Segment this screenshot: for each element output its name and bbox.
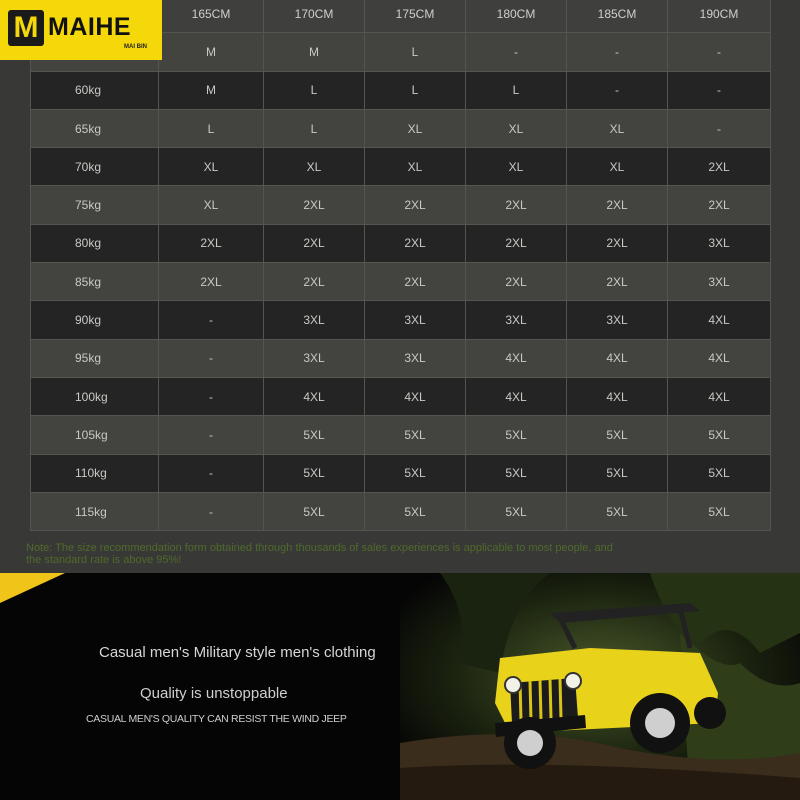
weight-label: 60kg — [31, 71, 159, 109]
size-cell: 2XL — [365, 263, 466, 301]
size-cell: 5XL — [365, 416, 466, 454]
size-cell: 4XL — [567, 377, 668, 415]
size-chart-row — [31, 377, 771, 415]
size-cell: M — [159, 33, 264, 71]
size-cell: XL — [466, 109, 567, 147]
size-cell: 3XL — [365, 339, 466, 377]
size-chart-row — [31, 186, 771, 224]
size-cell: - — [159, 301, 264, 339]
size-cell: 3XL — [668, 263, 771, 301]
weight-label: 105kg — [31, 416, 159, 454]
size-cell: 2XL — [668, 148, 771, 186]
size-chart-row — [31, 454, 771, 492]
size-cell: - — [567, 71, 668, 109]
size-cell: L — [466, 71, 567, 109]
brand-sub: MAI BIN — [124, 44, 147, 50]
height-header: 190CM — [668, 0, 771, 33]
height-header: 185CM — [567, 0, 668, 33]
size-cell: M — [159, 71, 264, 109]
size-cell: - — [668, 33, 771, 71]
size-cell: - — [668, 109, 771, 147]
size-cell: XL — [365, 148, 466, 186]
height-header: 170CM — [264, 0, 365, 33]
size-cell: 3XL — [365, 301, 466, 339]
weight-label: 75kg — [31, 186, 159, 224]
size-note: Note: The size recommendation form obtained through thousands of sales experiences is applicable to most people, and the standard rate is above 95%! — [26, 542, 613, 566]
size-cell: - — [159, 492, 264, 530]
weight-label: 100kg — [31, 377, 159, 415]
weight-label: 85kg — [31, 263, 159, 301]
size-cell: 4XL — [668, 339, 771, 377]
yellow-accent-stripe — [0, 573, 65, 603]
size-cell: - — [159, 339, 264, 377]
weight-label: 115kg — [31, 492, 159, 530]
weight-label: 90kg — [31, 301, 159, 339]
size-cell: XL — [567, 148, 668, 186]
size-cell: 4XL — [567, 339, 668, 377]
size-cell: 3XL — [466, 301, 567, 339]
size-cell: 2XL — [567, 263, 668, 301]
weight-label: 80kg — [31, 224, 159, 262]
size-cell: - — [159, 416, 264, 454]
size-cell: 2XL — [264, 263, 365, 301]
promo-banner — [0, 573, 800, 800]
jeep-headlight-left — [505, 677, 521, 693]
size-cell: XL — [159, 148, 264, 186]
height-header: 180CM — [466, 0, 567, 33]
size-cell: XL — [365, 109, 466, 147]
size-cell: 2XL — [466, 263, 567, 301]
size-cell: 3XL — [668, 224, 771, 262]
size-cell: 5XL — [365, 492, 466, 530]
size-cell: XL — [466, 148, 567, 186]
size-cell: 5XL — [264, 454, 365, 492]
size-cell: 3XL — [264, 339, 365, 377]
brand-mark: M — [8, 10, 44, 46]
size-cell: - — [466, 33, 567, 71]
size-cell: XL — [567, 109, 668, 147]
jeep-photo — [400, 573, 800, 800]
size-cell: 4XL — [365, 377, 466, 415]
size-chart-row — [31, 301, 771, 339]
size-cell: 4XL — [466, 339, 567, 377]
size-cell: L — [264, 109, 365, 147]
weight-label: 110kg — [31, 454, 159, 492]
height-header: 165CM — [159, 0, 264, 33]
size-cell: M — [264, 33, 365, 71]
size-cell: - — [159, 377, 264, 415]
size-chart-row — [31, 224, 771, 262]
size-cell: 5XL — [466, 492, 567, 530]
size-cell: 2XL — [567, 186, 668, 224]
size-cell: 2XL — [668, 186, 771, 224]
size-chart-row — [31, 109, 771, 147]
size-cell: - — [159, 454, 264, 492]
size-cell: 5XL — [466, 454, 567, 492]
size-cell: 2XL — [466, 224, 567, 262]
size-cell: 3XL — [264, 301, 365, 339]
size-cell: 5XL — [668, 454, 771, 492]
size-cell: 5XL — [264, 492, 365, 530]
size-cell: 5XL — [365, 454, 466, 492]
size-cell: L — [365, 33, 466, 71]
size-cell: - — [567, 33, 668, 71]
weight-label: 70kg — [31, 148, 159, 186]
banner-subheadline: Quality is unstoppable — [140, 685, 288, 702]
size-cell: 2XL — [567, 224, 668, 262]
size-chart-row — [31, 263, 771, 301]
weight-label: 65kg — [31, 109, 159, 147]
size-cell: 5XL — [466, 416, 567, 454]
size-chart-row — [31, 71, 771, 109]
banner-tagline: CASUAL MEN'S QUALITY CAN RESIST THE WIND JEEP — [86, 713, 347, 725]
size-cell: 5XL — [567, 416, 668, 454]
size-cell: 2XL — [466, 186, 567, 224]
size-cell: 5XL — [567, 454, 668, 492]
size-cell: 4XL — [264, 377, 365, 415]
size-cell: L — [264, 71, 365, 109]
size-cell: 2XL — [264, 186, 365, 224]
size-chart-row — [31, 416, 771, 454]
brand-logo — [0, 0, 162, 60]
size-cell: XL — [264, 148, 365, 186]
size-cell: - — [668, 71, 771, 109]
size-cell: L — [159, 109, 264, 147]
size-cell: 2XL — [159, 224, 264, 262]
size-cell: 5XL — [668, 492, 771, 530]
brand-name: MAIHE — [48, 13, 132, 41]
jeep-far-wheel — [694, 697, 726, 729]
size-cell: 2XL — [365, 224, 466, 262]
size-cell: 2XL — [264, 224, 365, 262]
size-chart-table — [30, 0, 771, 531]
banner-headline: Casual men's Military style men's clothing — [99, 644, 376, 661]
size-cell: 5XL — [264, 416, 365, 454]
size-chart-row — [31, 339, 771, 377]
jeep-headlight-right — [565, 673, 581, 689]
size-cell: 4XL — [668, 301, 771, 339]
size-cell: 4XL — [466, 377, 567, 415]
size-cell: 2XL — [365, 186, 466, 224]
size-chart-row — [31, 148, 771, 186]
size-cell: 5XL — [668, 416, 771, 454]
size-cell: XL — [159, 186, 264, 224]
size-cell: 5XL — [567, 492, 668, 530]
size-cell: 2XL — [159, 263, 264, 301]
weight-label: 95kg — [31, 339, 159, 377]
size-cell: L — [365, 71, 466, 109]
size-chart-row — [31, 492, 771, 530]
height-header: 175CM — [365, 0, 466, 33]
size-cell: 3XL — [567, 301, 668, 339]
size-cell: 4XL — [668, 377, 771, 415]
